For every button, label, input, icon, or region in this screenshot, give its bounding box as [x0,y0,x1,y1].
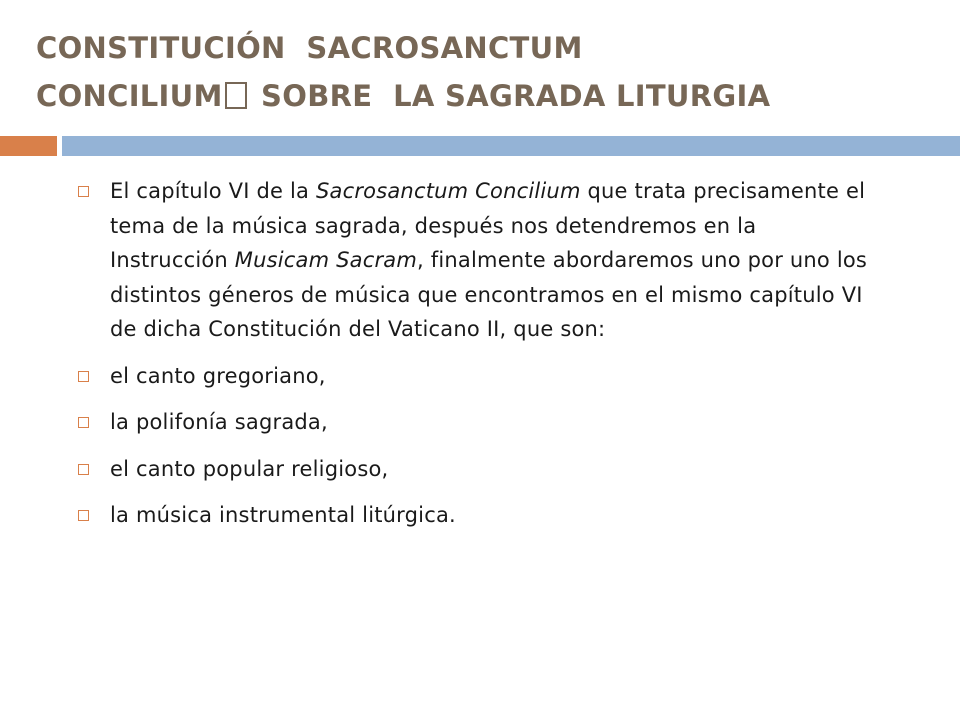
title-line-1: CONSTITUCIÓN SACROSANCTUM [36,31,583,65]
title-line-2-end: SOBRE LA SAGRADA LITURGIA [250,79,771,113]
square-bullet-icon [78,371,89,382]
bullet-text-part: el canto popular religioso, [110,456,389,481]
bullet-text [110,179,867,341]
bullet-list [76,174,876,545]
bullet-text-part: , finalmente abordaremos uno por uno los distintos géneros de música que encontramos en el mismo capítulo VI de dicha Constitución del Vaticano II, que son: [110,248,868,341]
missing-glyph-box-icon [225,82,247,109]
bullet-text-part: la música instrumental litúrgica. [110,503,456,527]
list-item [76,498,876,533]
bullet-text [110,457,388,481]
bullet-text [110,410,328,434]
square-bullet-icon [78,464,89,475]
accent-bar [0,136,57,156]
slide-title [36,24,936,120]
bullet-text [110,503,456,527]
bullet-text-italic: Sacrosanctum Concilium [316,179,581,203]
title-line-2 [36,72,936,120]
square-bullet-icon [78,417,89,428]
bullet-text-part: la polifonía sagrada, [110,410,328,434]
bullet-text-part: El capítulo VI de la [110,179,316,203]
list-item [76,174,876,347]
bullet-text-italic: Musicam Sacram [234,248,418,272]
bullet-text-part: que trata precisamente el tema de la música sagrada, después nos detendremos en la Instrucción [110,179,866,272]
list-item [76,405,876,440]
bullet-text-part: el canto gregoriano, [110,363,326,388]
bullet-text [110,364,326,388]
list-item [76,359,876,394]
title-band [62,136,960,156]
square-bullet-icon [78,510,89,521]
list-item [76,452,876,487]
title-line-2-start: CONCILIUM [36,79,223,113]
square-bullet-icon [78,186,89,197]
